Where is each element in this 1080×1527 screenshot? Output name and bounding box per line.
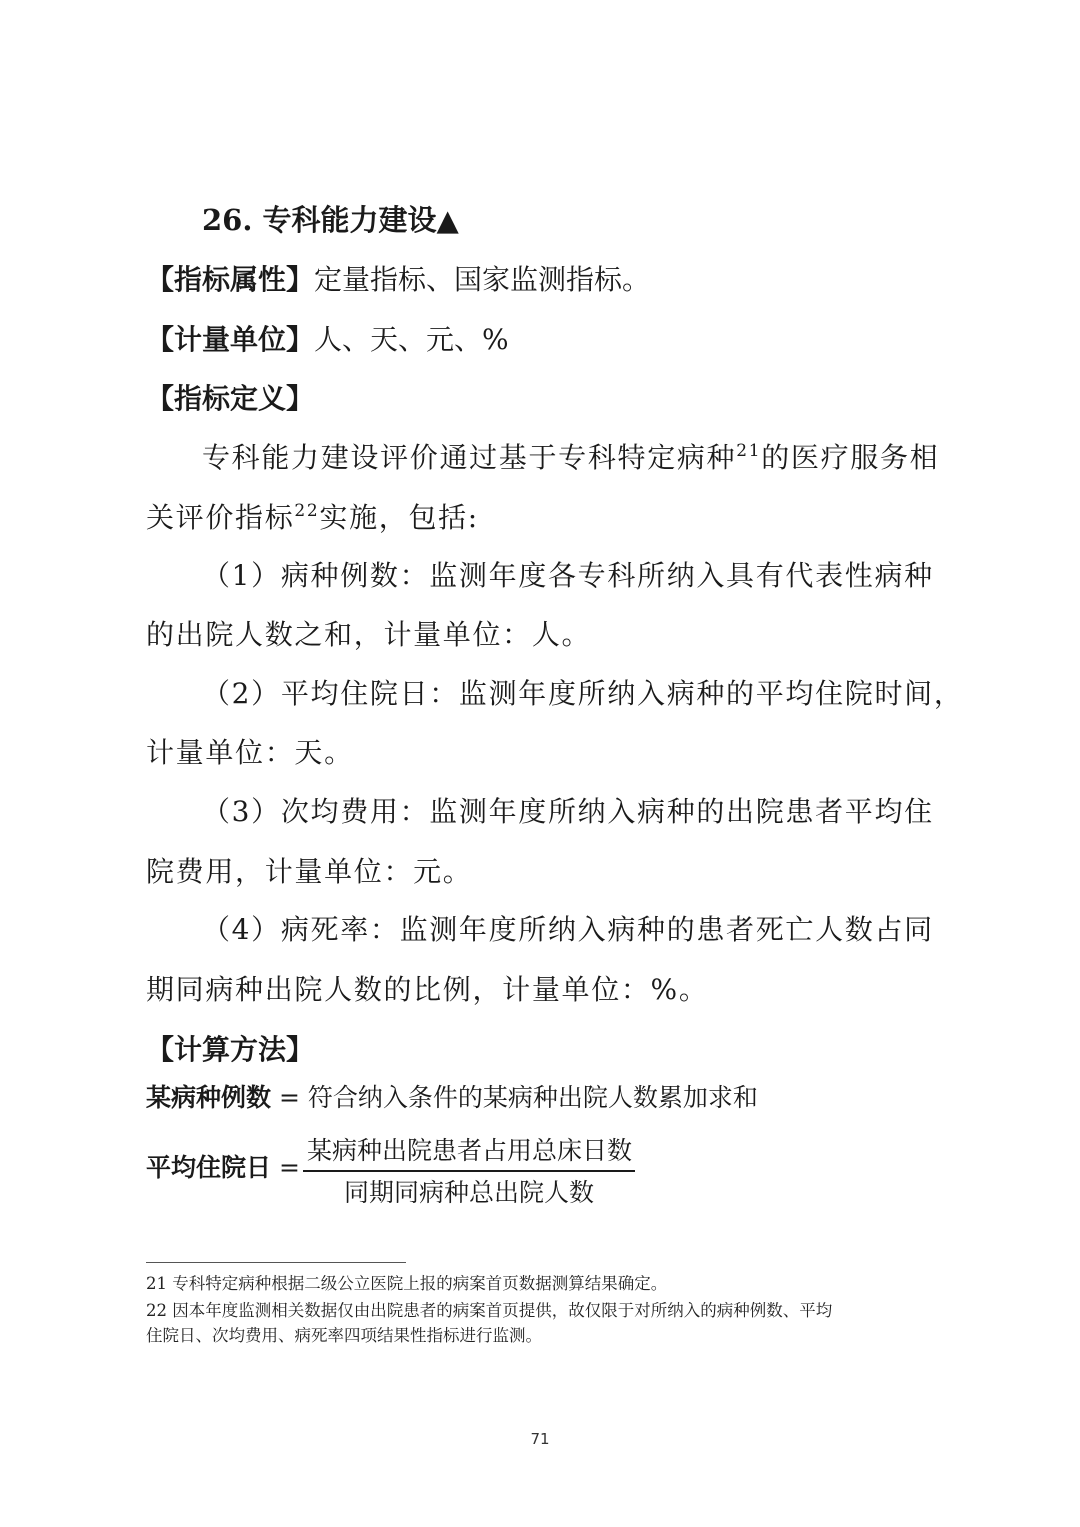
formula2-label: 平均住院日 — [146, 1153, 272, 1182]
formula1-equals: = — [271, 1083, 308, 1112]
definition-intro-line1 — [202, 438, 939, 478]
property-row — [146, 260, 650, 300]
unit-row — [146, 320, 509, 360]
footnote-21: 21 专科特定病种根据二级公立医院上报的病案首页数据测算结果确定。 — [146, 1274, 668, 1293]
definition-intro-line2 — [146, 498, 479, 538]
property-value: 定量指标、国家监测指标。 — [314, 263, 651, 296]
intro-text-d: 实施，包括: — [319, 501, 479, 534]
method-label: 【计算方法】 — [146, 1033, 315, 1066]
formula2-denominator: 同期同病种总出院人数 — [344, 1178, 595, 1207]
item3-line2: 院费用，计量单位：元。 — [146, 855, 473, 888]
footnote-divider — [146, 1262, 406, 1263]
page-number: 71 — [530, 1430, 550, 1448]
footnote-ref-21: 21 — [736, 441, 762, 461]
formula2-numerator: 某病种出院患者占用总床日数 — [307, 1136, 633, 1165]
unit-value: 人、天、元、% — [314, 323, 509, 356]
formula-avg-stay — [146, 1150, 300, 1186]
item4-line1: （4）病死率：监测年度所纳入病种的患者死亡人数占同 — [202, 913, 934, 946]
footnote-22-line1: 22 因本年度监测相关数据仅由出院患者的病案首页提供，故仅限于对所纳入的病种例数、平均 — [146, 1301, 833, 1320]
item4-line2: 期同病种出院人数的比例，计量单位：%。 — [146, 973, 709, 1006]
footnote-22-line2: 住院日、次均费用、病死率四项结果性指标进行监测。 — [146, 1326, 542, 1345]
formula-case-count — [146, 1080, 758, 1116]
formula1-label: 某病种例数 — [146, 1083, 272, 1112]
item2-line1: （2）平均住院日：监测年度所纳入病种的平均住院时间， — [202, 677, 964, 710]
intro-text-c: 关评价指标 — [146, 501, 295, 534]
item1-line2: 的出院人数之和，计量单位：人。 — [146, 618, 592, 651]
section-title: 26. 专科能力建设▲ — [202, 203, 459, 237]
formula2-equals: = — [271, 1153, 300, 1182]
item1-line1: （1）病种例数：监测年度各专科所纳入具有代表性病种 — [202, 559, 934, 592]
definition-label: 【指标定义】 — [146, 382, 315, 415]
footnote-ref-22: 22 — [294, 501, 320, 521]
intro-text-b: 的医疗服务相 — [761, 441, 940, 474]
item2-line2: 计量单位：天。 — [146, 736, 354, 769]
formula1-rhs: 符合纳入条件的某病种出院人数累加求和 — [307, 1083, 758, 1112]
item3-line1: （3）次均费用：监测年度所纳入病种的出院患者平均住 — [202, 795, 934, 828]
property-label: 【指标属性】 — [146, 263, 315, 296]
fraction-bar — [303, 1170, 635, 1172]
unit-label: 【计量单位】 — [146, 323, 315, 356]
intro-text-a: 专科能力建设评价通过基于专科特定病种 — [202, 441, 737, 474]
